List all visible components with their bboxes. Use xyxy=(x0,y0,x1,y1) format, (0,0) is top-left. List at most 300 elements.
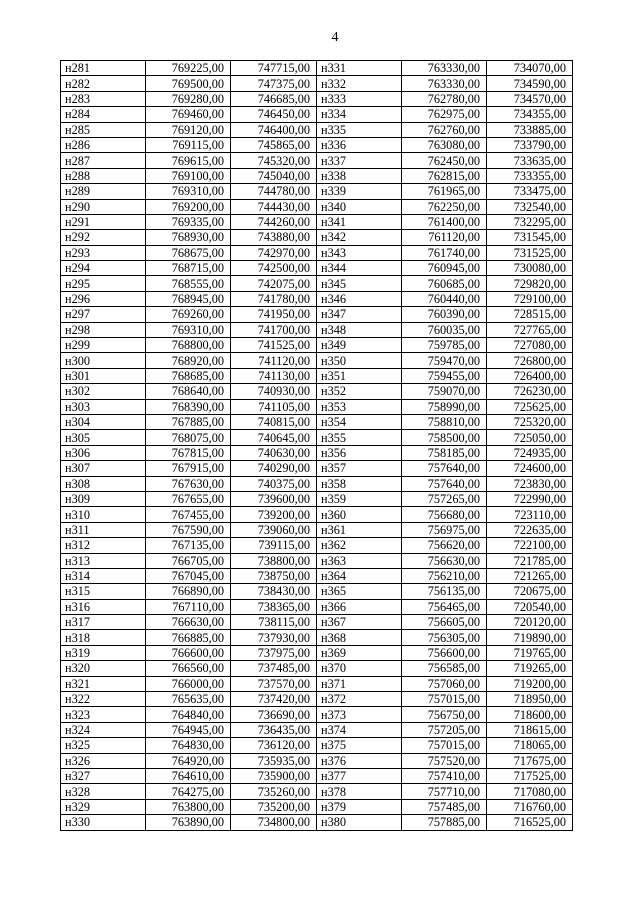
right-x-coordinate-cell: 762250,00 xyxy=(402,199,487,214)
left-point-id-cell: н318 xyxy=(61,630,146,645)
left-y-coordinate-cell: 746685,00 xyxy=(231,91,317,106)
left-y-coordinate-cell: 744780,00 xyxy=(231,184,317,199)
table-row xyxy=(61,568,573,583)
left-y-coordinate-cell: 738750,00 xyxy=(231,568,317,583)
left-y-coordinate-cell: 740930,00 xyxy=(231,384,317,399)
left-point-id-cell: н283 xyxy=(61,91,146,106)
right-y-coordinate-cell: 734355,00 xyxy=(487,107,573,122)
left-x-coordinate-cell: 764945,00 xyxy=(146,722,231,737)
right-point-id-cell: н362 xyxy=(317,538,402,553)
left-x-coordinate-cell: 767885,00 xyxy=(146,414,231,429)
left-y-coordinate-cell: 736435,00 xyxy=(231,722,317,737)
right-x-coordinate-cell: 756585,00 xyxy=(402,661,487,676)
left-point-id-cell: н305 xyxy=(61,430,146,445)
right-y-coordinate-cell: 725320,00 xyxy=(487,414,573,429)
right-x-coordinate-cell: 758185,00 xyxy=(402,445,487,460)
left-x-coordinate-cell: 768945,00 xyxy=(146,291,231,306)
right-point-id-cell: н374 xyxy=(317,722,402,737)
table-row xyxy=(61,661,573,676)
right-x-coordinate-cell: 759785,00 xyxy=(402,338,487,353)
right-y-coordinate-cell: 716760,00 xyxy=(487,799,573,814)
table-row xyxy=(61,137,573,152)
left-x-coordinate-cell: 763800,00 xyxy=(146,799,231,814)
table-row xyxy=(61,122,573,137)
left-y-coordinate-cell: 747715,00 xyxy=(231,61,317,76)
left-point-id-cell: н293 xyxy=(61,245,146,260)
left-x-coordinate-cell: 768920,00 xyxy=(146,353,231,368)
right-x-coordinate-cell: 760035,00 xyxy=(402,322,487,337)
right-point-id-cell: н349 xyxy=(317,338,402,353)
right-point-id-cell: н378 xyxy=(317,784,402,799)
table-row xyxy=(61,799,573,814)
left-y-coordinate-cell: 740375,00 xyxy=(231,476,317,491)
right-x-coordinate-cell: 757640,00 xyxy=(402,476,487,491)
right-y-coordinate-cell: 720675,00 xyxy=(487,584,573,599)
left-point-id-cell: н306 xyxy=(61,445,146,460)
right-point-id-cell: н331 xyxy=(317,61,402,76)
table-row xyxy=(61,245,573,260)
right-x-coordinate-cell: 756605,00 xyxy=(402,615,487,630)
right-point-id-cell: н332 xyxy=(317,76,402,91)
left-x-coordinate-cell: 766560,00 xyxy=(146,661,231,676)
left-point-id-cell: н312 xyxy=(61,538,146,553)
right-point-id-cell: н372 xyxy=(317,692,402,707)
right-y-coordinate-cell: 733635,00 xyxy=(487,153,573,168)
right-y-coordinate-cell: 716525,00 xyxy=(487,815,573,830)
left-point-id-cell: н284 xyxy=(61,107,146,122)
left-y-coordinate-cell: 735260,00 xyxy=(231,784,317,799)
left-point-id-cell: н287 xyxy=(61,153,146,168)
right-x-coordinate-cell: 759455,00 xyxy=(402,368,487,383)
right-y-coordinate-cell: 722635,00 xyxy=(487,522,573,537)
left-y-coordinate-cell: 741120,00 xyxy=(231,353,317,368)
left-x-coordinate-cell: 767455,00 xyxy=(146,507,231,522)
left-point-id-cell: н288 xyxy=(61,168,146,183)
table-row xyxy=(61,291,573,306)
right-y-coordinate-cell: 726230,00 xyxy=(487,384,573,399)
left-y-coordinate-cell: 737975,00 xyxy=(231,645,317,660)
left-point-id-cell: н304 xyxy=(61,414,146,429)
right-y-coordinate-cell: 727765,00 xyxy=(487,322,573,337)
right-x-coordinate-cell: 762760,00 xyxy=(402,122,487,137)
left-y-coordinate-cell: 734800,00 xyxy=(231,815,317,830)
left-y-coordinate-cell: 738800,00 xyxy=(231,553,317,568)
right-point-id-cell: н344 xyxy=(317,261,402,276)
right-y-coordinate-cell: 734590,00 xyxy=(487,76,573,91)
table-row xyxy=(61,584,573,599)
right-y-coordinate-cell: 727080,00 xyxy=(487,338,573,353)
right-y-coordinate-cell: 730080,00 xyxy=(487,261,573,276)
right-point-id-cell: н366 xyxy=(317,599,402,614)
left-x-coordinate-cell: 768930,00 xyxy=(146,230,231,245)
right-x-coordinate-cell: 757015,00 xyxy=(402,692,487,707)
left-y-coordinate-cell: 740290,00 xyxy=(231,461,317,476)
right-y-coordinate-cell: 717525,00 xyxy=(487,768,573,783)
left-x-coordinate-cell: 768715,00 xyxy=(146,261,231,276)
coordinates-table-body xyxy=(61,61,573,831)
table-row xyxy=(61,507,573,522)
right-point-id-cell: н356 xyxy=(317,445,402,460)
table-row xyxy=(61,630,573,645)
right-y-coordinate-cell: 720540,00 xyxy=(487,599,573,614)
right-y-coordinate-cell: 719890,00 xyxy=(487,630,573,645)
left-y-coordinate-cell: 739200,00 xyxy=(231,507,317,522)
right-point-id-cell: н368 xyxy=(317,630,402,645)
table-row xyxy=(61,445,573,460)
table-row xyxy=(61,414,573,429)
left-x-coordinate-cell: 769280,00 xyxy=(146,91,231,106)
table-row xyxy=(61,476,573,491)
right-x-coordinate-cell: 757640,00 xyxy=(402,461,487,476)
right-point-id-cell: н334 xyxy=(317,107,402,122)
right-x-coordinate-cell: 757485,00 xyxy=(402,799,487,814)
right-x-coordinate-cell: 756620,00 xyxy=(402,538,487,553)
left-x-coordinate-cell: 765635,00 xyxy=(146,692,231,707)
left-x-coordinate-cell: 769225,00 xyxy=(146,61,231,76)
left-x-coordinate-cell: 766000,00 xyxy=(146,676,231,691)
left-x-coordinate-cell: 766630,00 xyxy=(146,615,231,630)
right-x-coordinate-cell: 763330,00 xyxy=(402,61,487,76)
left-y-coordinate-cell: 746450,00 xyxy=(231,107,317,122)
left-point-id-cell: н323 xyxy=(61,707,146,722)
right-y-coordinate-cell: 729100,00 xyxy=(487,291,573,306)
right-y-coordinate-cell: 732295,00 xyxy=(487,214,573,229)
left-point-id-cell: н329 xyxy=(61,799,146,814)
left-x-coordinate-cell: 764610,00 xyxy=(146,768,231,783)
left-y-coordinate-cell: 744260,00 xyxy=(231,214,317,229)
table-row xyxy=(61,692,573,707)
right-y-coordinate-cell: 718950,00 xyxy=(487,692,573,707)
left-y-coordinate-cell: 738115,00 xyxy=(231,615,317,630)
left-y-coordinate-cell: 737930,00 xyxy=(231,630,317,645)
table-row xyxy=(61,768,573,783)
right-x-coordinate-cell: 763330,00 xyxy=(402,76,487,91)
left-y-coordinate-cell: 742075,00 xyxy=(231,276,317,291)
table-row xyxy=(61,353,573,368)
left-point-id-cell: н326 xyxy=(61,753,146,768)
right-point-id-cell: н342 xyxy=(317,230,402,245)
right-x-coordinate-cell: 762780,00 xyxy=(402,91,487,106)
table-row xyxy=(61,384,573,399)
left-y-coordinate-cell: 737420,00 xyxy=(231,692,317,707)
right-x-coordinate-cell: 762815,00 xyxy=(402,168,487,183)
table-row xyxy=(61,153,573,168)
table-row xyxy=(61,168,573,183)
table-row xyxy=(61,553,573,568)
left-point-id-cell: н322 xyxy=(61,692,146,707)
left-point-id-cell: н303 xyxy=(61,399,146,414)
right-x-coordinate-cell: 757015,00 xyxy=(402,738,487,753)
table-row xyxy=(61,645,573,660)
left-y-coordinate-cell: 747375,00 xyxy=(231,76,317,91)
right-y-coordinate-cell: 718615,00 xyxy=(487,722,573,737)
right-y-coordinate-cell: 721265,00 xyxy=(487,568,573,583)
table-row xyxy=(61,815,573,830)
coordinates-table xyxy=(60,60,573,831)
right-y-coordinate-cell: 733790,00 xyxy=(487,137,573,152)
left-point-id-cell: н313 xyxy=(61,553,146,568)
right-y-coordinate-cell: 717675,00 xyxy=(487,753,573,768)
left-point-id-cell: н281 xyxy=(61,61,146,76)
right-y-coordinate-cell: 733885,00 xyxy=(487,122,573,137)
left-y-coordinate-cell: 744430,00 xyxy=(231,199,317,214)
table-row xyxy=(61,676,573,691)
left-y-coordinate-cell: 742500,00 xyxy=(231,261,317,276)
left-y-coordinate-cell: 737570,00 xyxy=(231,676,317,691)
left-point-id-cell: н289 xyxy=(61,184,146,199)
table-row xyxy=(61,338,573,353)
right-y-coordinate-cell: 721785,00 xyxy=(487,553,573,568)
right-y-coordinate-cell: 731525,00 xyxy=(487,245,573,260)
right-point-id-cell: н357 xyxy=(317,461,402,476)
left-x-coordinate-cell: 764830,00 xyxy=(146,738,231,753)
right-point-id-cell: н353 xyxy=(317,399,402,414)
right-y-coordinate-cell: 733475,00 xyxy=(487,184,573,199)
right-x-coordinate-cell: 757885,00 xyxy=(402,815,487,830)
right-y-coordinate-cell: 722990,00 xyxy=(487,491,573,506)
right-y-coordinate-cell: 731545,00 xyxy=(487,230,573,245)
left-x-coordinate-cell: 769200,00 xyxy=(146,199,231,214)
left-x-coordinate-cell: 768555,00 xyxy=(146,276,231,291)
right-point-id-cell: н338 xyxy=(317,168,402,183)
right-point-id-cell: н336 xyxy=(317,137,402,152)
right-x-coordinate-cell: 758990,00 xyxy=(402,399,487,414)
right-point-id-cell: н361 xyxy=(317,522,402,537)
right-point-id-cell: н339 xyxy=(317,184,402,199)
left-x-coordinate-cell: 769460,00 xyxy=(146,107,231,122)
left-y-coordinate-cell: 741525,00 xyxy=(231,338,317,353)
right-y-coordinate-cell: 723110,00 xyxy=(487,507,573,522)
left-x-coordinate-cell: 769100,00 xyxy=(146,168,231,183)
left-x-coordinate-cell: 768675,00 xyxy=(146,245,231,260)
table-row xyxy=(61,61,573,76)
right-x-coordinate-cell: 760390,00 xyxy=(402,307,487,322)
right-y-coordinate-cell: 734570,00 xyxy=(487,91,573,106)
right-y-coordinate-cell: 729820,00 xyxy=(487,276,573,291)
left-x-coordinate-cell: 769335,00 xyxy=(146,214,231,229)
right-point-id-cell: н376 xyxy=(317,753,402,768)
table-row xyxy=(61,261,573,276)
left-y-coordinate-cell: 739115,00 xyxy=(231,538,317,553)
right-point-id-cell: н345 xyxy=(317,276,402,291)
left-x-coordinate-cell: 764840,00 xyxy=(146,707,231,722)
right-x-coordinate-cell: 756305,00 xyxy=(402,630,487,645)
left-point-id-cell: н327 xyxy=(61,768,146,783)
left-point-id-cell: н285 xyxy=(61,122,146,137)
right-x-coordinate-cell: 761740,00 xyxy=(402,245,487,260)
left-x-coordinate-cell: 769500,00 xyxy=(146,76,231,91)
right-y-coordinate-cell: 719200,00 xyxy=(487,676,573,691)
left-y-coordinate-cell: 743880,00 xyxy=(231,230,317,245)
right-point-id-cell: н354 xyxy=(317,414,402,429)
right-y-coordinate-cell: 718600,00 xyxy=(487,707,573,722)
right-x-coordinate-cell: 762450,00 xyxy=(402,153,487,168)
left-point-id-cell: н324 xyxy=(61,722,146,737)
left-point-id-cell: н292 xyxy=(61,230,146,245)
table-row xyxy=(61,307,573,322)
right-x-coordinate-cell: 761400,00 xyxy=(402,214,487,229)
left-x-coordinate-cell: 768685,00 xyxy=(146,368,231,383)
table-row xyxy=(61,538,573,553)
table-row xyxy=(61,784,573,799)
table-row xyxy=(61,214,573,229)
left-point-id-cell: н319 xyxy=(61,645,146,660)
right-x-coordinate-cell: 759470,00 xyxy=(402,353,487,368)
left-point-id-cell: н282 xyxy=(61,76,146,91)
left-point-id-cell: н317 xyxy=(61,615,146,630)
right-point-id-cell: н348 xyxy=(317,322,402,337)
right-y-coordinate-cell: 724600,00 xyxy=(487,461,573,476)
left-x-coordinate-cell: 767590,00 xyxy=(146,522,231,537)
left-point-id-cell: н290 xyxy=(61,199,146,214)
left-y-coordinate-cell: 741700,00 xyxy=(231,322,317,337)
table-row xyxy=(61,522,573,537)
left-x-coordinate-cell: 768075,00 xyxy=(146,430,231,445)
left-y-coordinate-cell: 737485,00 xyxy=(231,661,317,676)
left-x-coordinate-cell: 767135,00 xyxy=(146,538,231,553)
left-point-id-cell: н311 xyxy=(61,522,146,537)
right-x-coordinate-cell: 759070,00 xyxy=(402,384,487,399)
right-x-coordinate-cell: 760685,00 xyxy=(402,276,487,291)
right-y-coordinate-cell: 717080,00 xyxy=(487,784,573,799)
table-row xyxy=(61,322,573,337)
right-point-id-cell: н375 xyxy=(317,738,402,753)
left-point-id-cell: н308 xyxy=(61,476,146,491)
left-point-id-cell: н297 xyxy=(61,307,146,322)
left-x-coordinate-cell: 767045,00 xyxy=(146,568,231,583)
left-y-coordinate-cell: 739060,00 xyxy=(231,522,317,537)
right-x-coordinate-cell: 757410,00 xyxy=(402,768,487,783)
left-x-coordinate-cell: 767655,00 xyxy=(146,491,231,506)
right-x-coordinate-cell: 757205,00 xyxy=(402,722,487,737)
left-point-id-cell: н294 xyxy=(61,261,146,276)
right-point-id-cell: н379 xyxy=(317,799,402,814)
table-row xyxy=(61,399,573,414)
right-point-id-cell: н373 xyxy=(317,707,402,722)
right-point-id-cell: н364 xyxy=(317,568,402,583)
right-point-id-cell: н369 xyxy=(317,645,402,660)
table-row xyxy=(61,491,573,506)
left-point-id-cell: н328 xyxy=(61,784,146,799)
right-point-id-cell: н370 xyxy=(317,661,402,676)
right-point-id-cell: н367 xyxy=(317,615,402,630)
right-point-id-cell: н371 xyxy=(317,676,402,691)
right-point-id-cell: н363 xyxy=(317,553,402,568)
left-point-id-cell: н298 xyxy=(61,322,146,337)
right-y-coordinate-cell: 720120,00 xyxy=(487,615,573,630)
right-x-coordinate-cell: 756630,00 xyxy=(402,553,487,568)
left-x-coordinate-cell: 768640,00 xyxy=(146,384,231,399)
left-y-coordinate-cell: 745040,00 xyxy=(231,168,317,183)
table-row xyxy=(61,722,573,737)
left-point-id-cell: н310 xyxy=(61,507,146,522)
table-row xyxy=(61,738,573,753)
left-x-coordinate-cell: 763890,00 xyxy=(146,815,231,830)
left-x-coordinate-cell: 768800,00 xyxy=(146,338,231,353)
left-point-id-cell: н321 xyxy=(61,676,146,691)
left-point-id-cell: н295 xyxy=(61,276,146,291)
left-point-id-cell: н307 xyxy=(61,461,146,476)
table-row xyxy=(61,76,573,91)
left-y-coordinate-cell: 738365,00 xyxy=(231,599,317,614)
right-x-coordinate-cell: 756975,00 xyxy=(402,522,487,537)
right-point-id-cell: н351 xyxy=(317,368,402,383)
right-point-id-cell: н365 xyxy=(317,584,402,599)
left-point-id-cell: н325 xyxy=(61,738,146,753)
left-point-id-cell: н330 xyxy=(61,815,146,830)
right-x-coordinate-cell: 757265,00 xyxy=(402,491,487,506)
left-x-coordinate-cell: 767630,00 xyxy=(146,476,231,491)
right-x-coordinate-cell: 761120,00 xyxy=(402,230,487,245)
left-y-coordinate-cell: 740645,00 xyxy=(231,430,317,445)
left-point-id-cell: н291 xyxy=(61,214,146,229)
left-x-coordinate-cell: 766885,00 xyxy=(146,630,231,645)
left-x-coordinate-cell: 768390,00 xyxy=(146,399,231,414)
right-point-id-cell: н360 xyxy=(317,507,402,522)
right-x-coordinate-cell: 756210,00 xyxy=(402,568,487,583)
table-row xyxy=(61,199,573,214)
right-y-coordinate-cell: 723830,00 xyxy=(487,476,573,491)
right-y-coordinate-cell: 722100,00 xyxy=(487,538,573,553)
right-x-coordinate-cell: 756600,00 xyxy=(402,645,487,660)
left-x-coordinate-cell: 769120,00 xyxy=(146,122,231,137)
right-point-id-cell: н347 xyxy=(317,307,402,322)
left-x-coordinate-cell: 766705,00 xyxy=(146,553,231,568)
right-x-coordinate-cell: 758500,00 xyxy=(402,430,487,445)
right-point-id-cell: н341 xyxy=(317,214,402,229)
right-y-coordinate-cell: 726800,00 xyxy=(487,353,573,368)
right-x-coordinate-cell: 760945,00 xyxy=(402,261,487,276)
left-y-coordinate-cell: 735200,00 xyxy=(231,799,317,814)
right-y-coordinate-cell: 732540,00 xyxy=(487,199,573,214)
right-point-id-cell: н337 xyxy=(317,153,402,168)
right-x-coordinate-cell: 760440,00 xyxy=(402,291,487,306)
right-point-id-cell: н380 xyxy=(317,815,402,830)
right-x-coordinate-cell: 756680,00 xyxy=(402,507,487,522)
right-y-coordinate-cell: 725625,00 xyxy=(487,399,573,414)
left-x-coordinate-cell: 767110,00 xyxy=(146,599,231,614)
right-y-coordinate-cell: 718065,00 xyxy=(487,738,573,753)
left-y-coordinate-cell: 740815,00 xyxy=(231,414,317,429)
table-row xyxy=(61,276,573,291)
left-y-coordinate-cell: 741950,00 xyxy=(231,307,317,322)
left-point-id-cell: н302 xyxy=(61,384,146,399)
left-y-coordinate-cell: 735900,00 xyxy=(231,768,317,783)
right-point-id-cell: н343 xyxy=(317,245,402,260)
left-x-coordinate-cell: 769310,00 xyxy=(146,184,231,199)
left-x-coordinate-cell: 766890,00 xyxy=(146,584,231,599)
right-point-id-cell: н359 xyxy=(317,491,402,506)
table-row xyxy=(61,430,573,445)
left-x-coordinate-cell: 764275,00 xyxy=(146,784,231,799)
right-x-coordinate-cell: 756135,00 xyxy=(402,584,487,599)
right-point-id-cell: н335 xyxy=(317,122,402,137)
table-row xyxy=(61,753,573,768)
table-row xyxy=(61,615,573,630)
right-y-coordinate-cell: 724935,00 xyxy=(487,445,573,460)
right-point-id-cell: н358 xyxy=(317,476,402,491)
right-y-coordinate-cell: 733355,00 xyxy=(487,168,573,183)
left-point-id-cell: н300 xyxy=(61,353,146,368)
table-row xyxy=(61,230,573,245)
table-row xyxy=(61,707,573,722)
right-point-id-cell: н355 xyxy=(317,430,402,445)
table-row xyxy=(61,599,573,614)
right-y-coordinate-cell: 734070,00 xyxy=(487,61,573,76)
left-y-coordinate-cell: 736690,00 xyxy=(231,707,317,722)
table-row xyxy=(61,368,573,383)
right-point-id-cell: н352 xyxy=(317,384,402,399)
